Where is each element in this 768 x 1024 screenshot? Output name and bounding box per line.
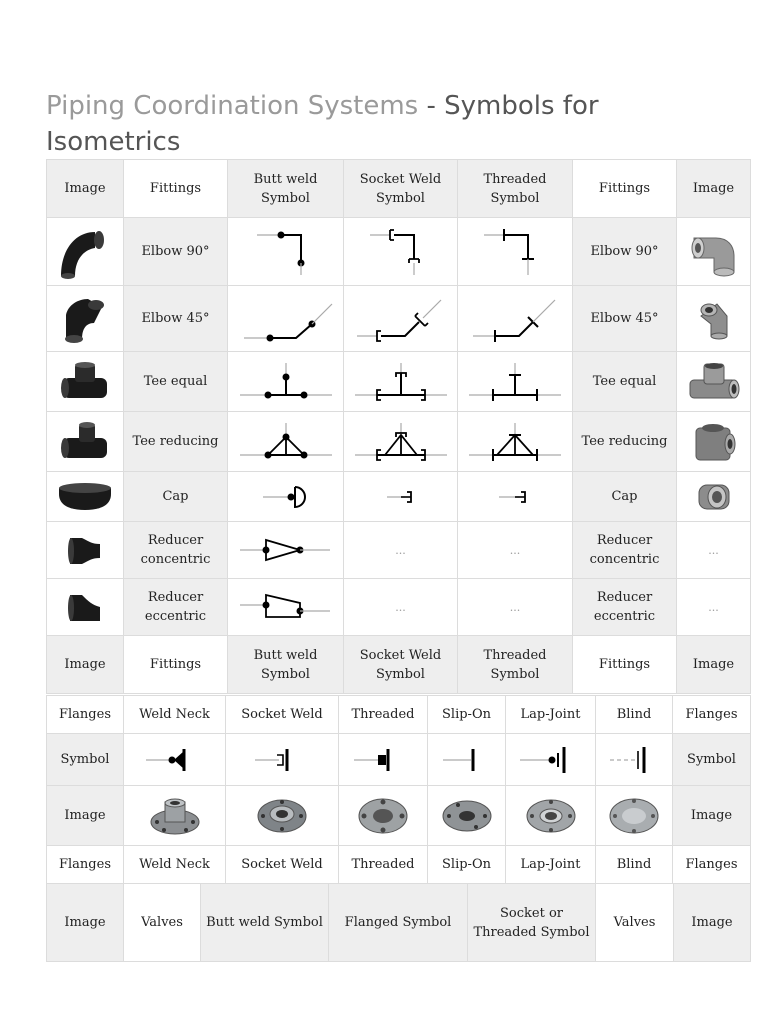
image-cell [47,579,124,636]
socket-weld-symbol-cell [344,352,458,412]
header-cell: Slip-On [428,846,506,884]
socket-weld-symbol-cell [344,412,458,472]
threaded-symbol-cell [458,218,573,286]
reducer-eccentric-image-icon [62,589,108,625]
fitting-name: Reducer concentric [573,522,677,579]
fitting-name: Tee equal [124,352,228,412]
flange-image-row [47,786,751,846]
header-cell: Threaded [339,846,428,884]
header-cell: Image [677,160,751,218]
blind-flange-symbol-icon [604,743,664,777]
header-cell: Flanges [673,846,751,884]
socket-weld-symbol-cell [344,218,458,286]
header-cell: Lap-Joint [506,846,596,884]
image-cell [47,352,124,412]
header-cell: Valves [124,884,201,962]
header-cell: Flanges [47,696,124,734]
forged-elbow-45-image-icon [689,294,739,344]
socket-weld-flange-symbol-cell [226,734,339,786]
socket-weld-symbol-cell: ... [344,579,458,636]
fittings-header-row [47,160,751,218]
fittings-footer-row [47,636,751,694]
tee-reducing-image-icon [57,418,113,466]
weld-neck-symbol-cell [124,734,226,786]
tee-equal-socket-weld-symbol-icon [351,359,451,405]
image-cell [677,352,751,412]
threaded-flange-symbol-cell [339,734,428,786]
elbow-45-threaded-symbol-icon [465,294,565,344]
header-cell: Image [677,636,751,694]
header-cell: Socket Weld [226,696,339,734]
fitting-name: Tee equal [573,352,677,412]
fitting-name: Elbow 90° [124,218,228,286]
lap-joint-flange-image-icon [524,794,578,838]
image-cell: ... [677,522,751,579]
fitting-name: Elbow 45° [124,286,228,352]
fitting-name: Tee reducing [573,412,677,472]
elbow-90-butt-weld-symbol-icon [241,227,331,277]
elbow-90-socket-weld-symbol-icon [356,227,446,277]
header-cell: Socket Weld Symbol [344,636,458,694]
cap-butt-weld-symbol-icon [241,479,331,515]
image-cell [506,786,596,846]
fitting-name: Reducer concentric [124,522,228,579]
tee-reducing-butt-weld-symbol-icon [236,419,336,465]
socket-weld-symbol-cell [344,286,458,352]
header-cell: Weld Neck [124,696,226,734]
image-cell [428,786,506,846]
image-cell [596,786,673,846]
header-cell: Image [47,884,124,962]
header-cell: Flanged Symbol [329,884,468,962]
row-label: Image [47,786,124,846]
title-part1: Piping Coordination Systems [46,91,419,121]
image-cell [677,218,751,286]
cap-socket-weld-symbol-icon [361,479,441,515]
row-label: Symbol [47,734,124,786]
threaded-symbol-cell [458,352,573,412]
lap-joint-flange-symbol-cell [506,734,596,786]
blind-flange-image-icon [607,794,661,838]
header-cell: Socket Weld Symbol [344,160,458,218]
title-part2: Symbols for [444,91,599,121]
header-cell: Flanges [673,696,751,734]
tee-equal-threaded-symbol-icon [465,359,565,405]
forged-tee-image-icon [686,358,742,406]
image-cell [677,412,751,472]
socket-weld-symbol-cell: ... [344,522,458,579]
blind-flange-symbol-cell [596,734,673,786]
cap-threaded-symbol-icon [475,479,555,515]
flanges-table [46,695,751,884]
header-cell: Weld Neck [124,846,226,884]
image-cell [47,472,124,522]
table-row [47,412,751,472]
butt-weld-symbol-cell [228,218,344,286]
image-cell [339,786,428,846]
socket-weld-flange-symbol-icon [247,743,317,777]
table-row [47,352,751,412]
elbow-45-socket-weld-symbol-icon [351,294,451,344]
flange-symbol-row [47,734,751,786]
threaded-symbol-cell [458,412,573,472]
table-row [47,472,751,522]
elbow-90-threaded-symbol-icon [470,227,560,277]
header-cell: Valves [596,884,674,962]
slip-on-flange-symbol-icon [437,743,497,777]
weld-neck-flange-symbol-icon [140,743,210,777]
table-row [47,218,751,286]
tee-equal-image-icon [57,358,113,406]
socket-weld-symbol-cell [344,472,458,522]
header-cell: Butt weld Symbol [228,636,344,694]
butt-weld-symbol-cell [228,352,344,412]
row-label: Image [673,786,751,846]
header-cell: Lap-Joint [506,696,596,734]
image-cell [47,286,124,352]
socket-weld-flange-image-icon [255,794,309,838]
tee-reducing-socket-weld-symbol-icon [351,419,451,465]
header-cell: Blind [596,846,673,884]
butt-weld-symbol-cell [228,522,344,579]
fitting-name: Elbow 90° [573,218,677,286]
butt-weld-symbol-cell [228,412,344,472]
header-cell: Flanges [47,846,124,884]
header-cell: Fittings [124,636,228,694]
header-cell: Butt weld Symbol [201,884,329,962]
header-cell: Image [47,160,124,218]
lap-joint-flange-symbol-icon [516,743,586,777]
valves-table [46,883,751,962]
image-cell [124,786,226,846]
image-cell [677,286,751,352]
forged-cap-image-icon [693,479,735,515]
row-label: Symbol [673,734,751,786]
fitting-name: Cap [573,472,677,522]
threaded-symbol-cell: ... [458,579,573,636]
fitting-name: Cap [124,472,228,522]
threaded-flange-image-icon [356,794,410,838]
butt-weld-symbol-cell [228,286,344,352]
forged-reducing-tee-image-icon [688,418,740,466]
elbow-45-image-icon [58,293,112,345]
fittings-table [46,159,751,694]
title-part3: Isometrics [46,127,181,157]
weld-neck-flange-image-icon [148,794,202,838]
reducer-concentric-butt-weld-symbol-icon [236,530,336,570]
butt-weld-symbol-cell [228,579,344,636]
header-cell: Slip-On [428,696,506,734]
header-cell: Fittings [573,160,677,218]
image-cell [47,412,124,472]
header-cell: Threaded [339,696,428,734]
butt-weld-symbol-cell [228,472,344,522]
image-cell [677,472,751,522]
page-title [46,88,736,160]
fitting-name: Elbow 45° [573,286,677,352]
elbow-90-image-icon [55,224,115,280]
forged-elbow-90-image-icon [686,226,742,278]
header-cell: Blind [596,696,673,734]
table-row [47,579,751,636]
fitting-name: Reducer eccentric [124,579,228,636]
header-cell: Fittings [573,636,677,694]
header-cell: Fittings [124,160,228,218]
threaded-symbol-cell [458,286,573,352]
table-row [47,522,751,579]
flanges-header-row [47,696,751,734]
threaded-flange-symbol-icon [348,743,418,777]
header-cell: Image [47,636,124,694]
cap-image-icon [55,480,115,514]
slip-on-flange-image-icon [440,794,494,838]
table-row [47,286,751,352]
slip-on-flange-symbol-cell [428,734,506,786]
header-cell: Threaded Symbol [458,160,573,218]
fitting-name: Reducer eccentric [573,579,677,636]
reducer-eccentric-butt-weld-symbol-icon [236,587,336,627]
header-cell: Image [674,884,751,962]
image-cell [47,218,124,286]
reducer-concentric-image-icon [62,532,108,568]
threaded-symbol-cell [458,472,573,522]
tee-reducing-threaded-symbol-icon [465,419,565,465]
header-cell: Threaded Symbol [458,636,573,694]
header-cell: Socket Weld [226,846,339,884]
threaded-symbol-cell: ... [458,522,573,579]
tee-equal-butt-weld-symbol-icon [236,359,336,405]
header-cell: Socket or Threaded Symbol [468,884,596,962]
elbow-45-butt-weld-symbol-icon [236,294,336,344]
image-cell: ... [677,579,751,636]
fitting-name: Tee reducing [124,412,228,472]
title-separator: - [418,91,445,121]
valves-header-row [47,884,751,962]
flanges-footer-row [47,846,751,884]
header-cell: Butt weld Symbol [228,160,344,218]
image-cell [226,786,339,846]
image-cell [47,522,124,579]
